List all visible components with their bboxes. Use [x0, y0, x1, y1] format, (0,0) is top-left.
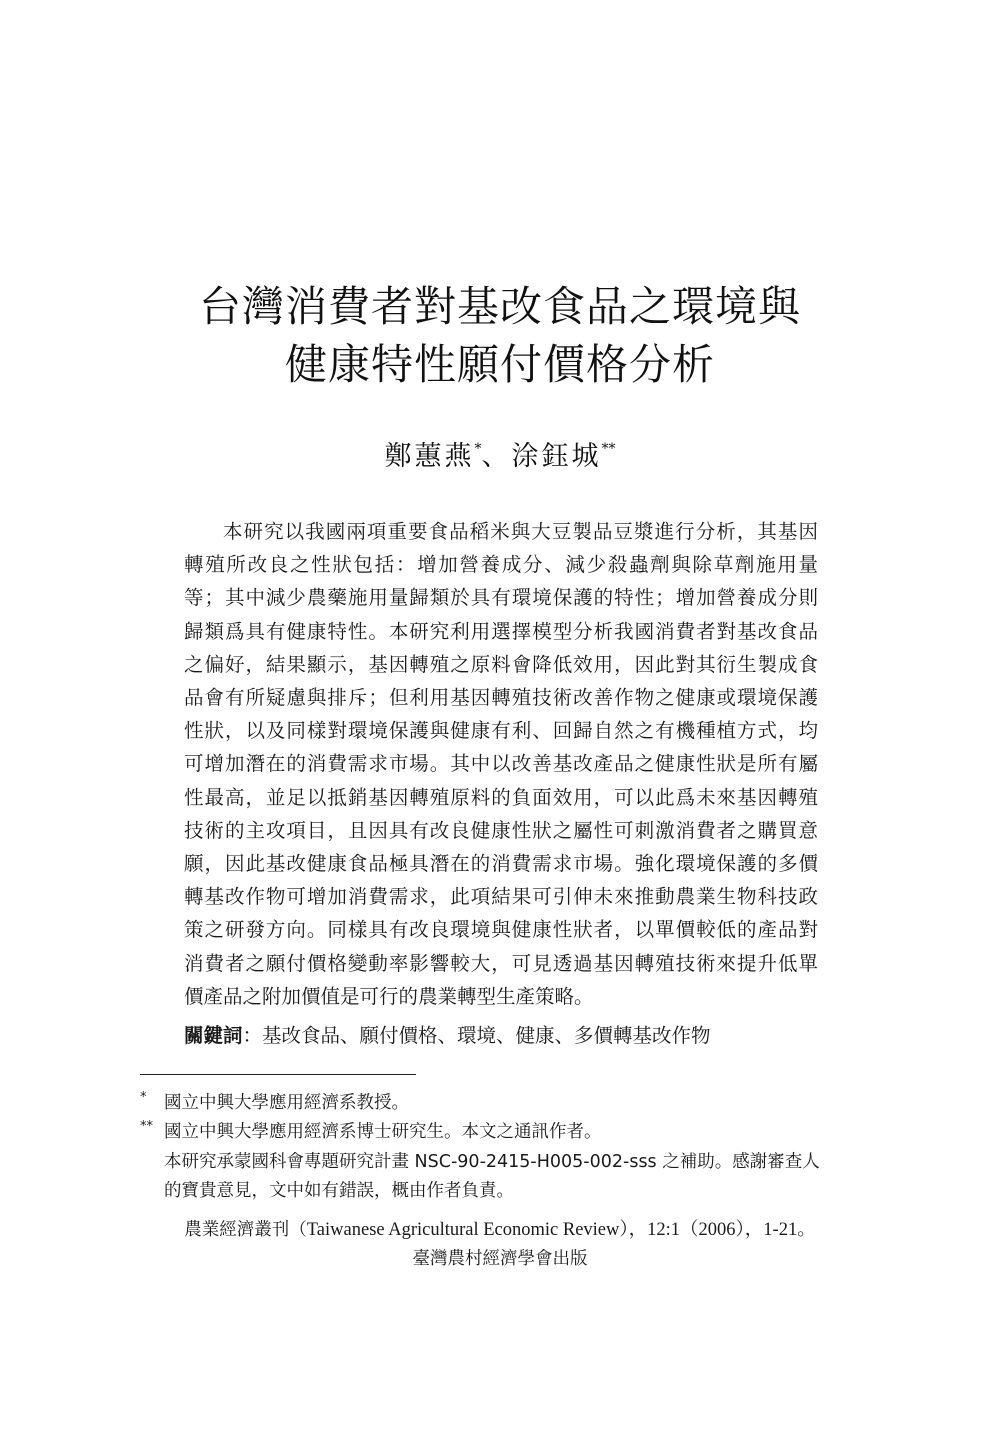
- journal-issue-pages: ），12:1（2006），1-21。: [619, 1220, 816, 1240]
- footnote-2: ** 國立中興大學應用經濟系博士研究生。本文之通訊作者。: [140, 1119, 602, 1142]
- abstract-line: 消費者之願付價格變動率影響較大，可見透過基因轉殖技術來提升低單: [184, 951, 818, 975]
- abstract-line: 可增加潛在的消費需求市場。其中以改善基改產品之健康性狀是所有屬: [184, 752, 818, 776]
- author-list: [0, 434, 1000, 474]
- paper-title-line-1: 台灣消費者對基改食品之環境與: [198, 282, 801, 331]
- abstract-line: 歸類爲具有健康特性。本研究利用選擇模型分析我國消費者對基改食品: [184, 619, 818, 643]
- keywords-text: 基改食品、願付價格、環境、健康、多價轉基改作物: [262, 1024, 711, 1047]
- journal-name-en: Taiwanese Agricultural Economic Review: [306, 1220, 620, 1240]
- footnote-1: * 國立中興大學應用經濟系教授。: [140, 1090, 409, 1113]
- keywords: [184, 1021, 818, 1051]
- footnote-2-text: 國立中興大學應用經濟系博士研究生。本文之通訊作者。: [164, 1122, 602, 1142]
- abstract-line: 等；其中減少農藥施用量歸類於具有環境保護的特性；增加營養成分則: [184, 586, 818, 610]
- footnote-divider: [140, 1074, 416, 1075]
- author-separator: 、: [481, 441, 512, 472]
- funding-note-line-1: 本研究承蒙國科會專題研究計畫 NSC-90-2415-H005-002-sss 之補助。感謝審查人: [164, 1152, 820, 1172]
- paper-title-line-2: 健康特性願付價格分析: [284, 340, 715, 389]
- journal-publisher: 臺灣農村經濟學會出版: [412, 1249, 588, 1269]
- abstract-paragraph: [184, 515, 818, 1013]
- abstract-line: 性最高，並足以抵銷基因轉殖原料的負面效用，可以此爲未來基因轉殖: [184, 785, 818, 809]
- abstract-line: 性狀，以及同樣對環境保護與健康有利、回歸自然之有機種植方式，均: [184, 719, 818, 743]
- footnote-1-text: 國立中興大學應用經濟系教授。: [164, 1093, 409, 1113]
- abstract-line: 本研究以我國兩項重要食品稻米與大豆製品豆漿進行分析，其基因: [223, 520, 818, 543]
- abstract-line: 轉基改作物可增加消費需求，此項結果可引伸未來推動農業生物科技政: [184, 885, 818, 909]
- journal-citation: [0, 1215, 1000, 1245]
- keywords-separator: ：: [242, 1024, 263, 1047]
- abstract-line: 轉殖所改良之性狀包括：增加營養成分、減少殺蟲劑與除草劑施用量: [184, 553, 818, 577]
- author-name-1: 鄭蕙燕: [384, 441, 475, 472]
- author-name-2: 涂鈺城: [511, 441, 602, 472]
- journal-name-zh: 農業經濟叢刊（: [184, 1220, 307, 1240]
- author-1-footnote-mark: *: [474, 441, 482, 457]
- abstract-line: 策之研發方向。同樣具有改良環境與健康性狀者，以單價較低的產品對: [184, 918, 818, 942]
- keywords-label: 關鍵詞: [184, 1024, 243, 1047]
- abstract-line: 品會有所疑慮與排斥；但利用基因轉殖技術改善作物之健康或環境保護: [184, 686, 818, 710]
- abstract-line: 願，因此基改健康食品極具潛在的消費需求市場。強化環境保護的多價: [184, 852, 818, 876]
- author-2-footnote-mark: **: [601, 441, 616, 457]
- abstract-line: 技術的主攻項目，且因具有改良健康性狀之屬性可刺激消費者之購買意: [184, 818, 818, 842]
- abstract-line: 之偏好，結果顯示，基因轉殖之原料會降低效用，因此對其衍生製成食: [184, 652, 818, 676]
- funding-note-line-2: 的寶貴意見，文中如有錯誤，概由作者負責。: [164, 1181, 514, 1201]
- abstract-line: 價產品之附加價值是可行的農業轉型生產策略。: [184, 984, 594, 1008]
